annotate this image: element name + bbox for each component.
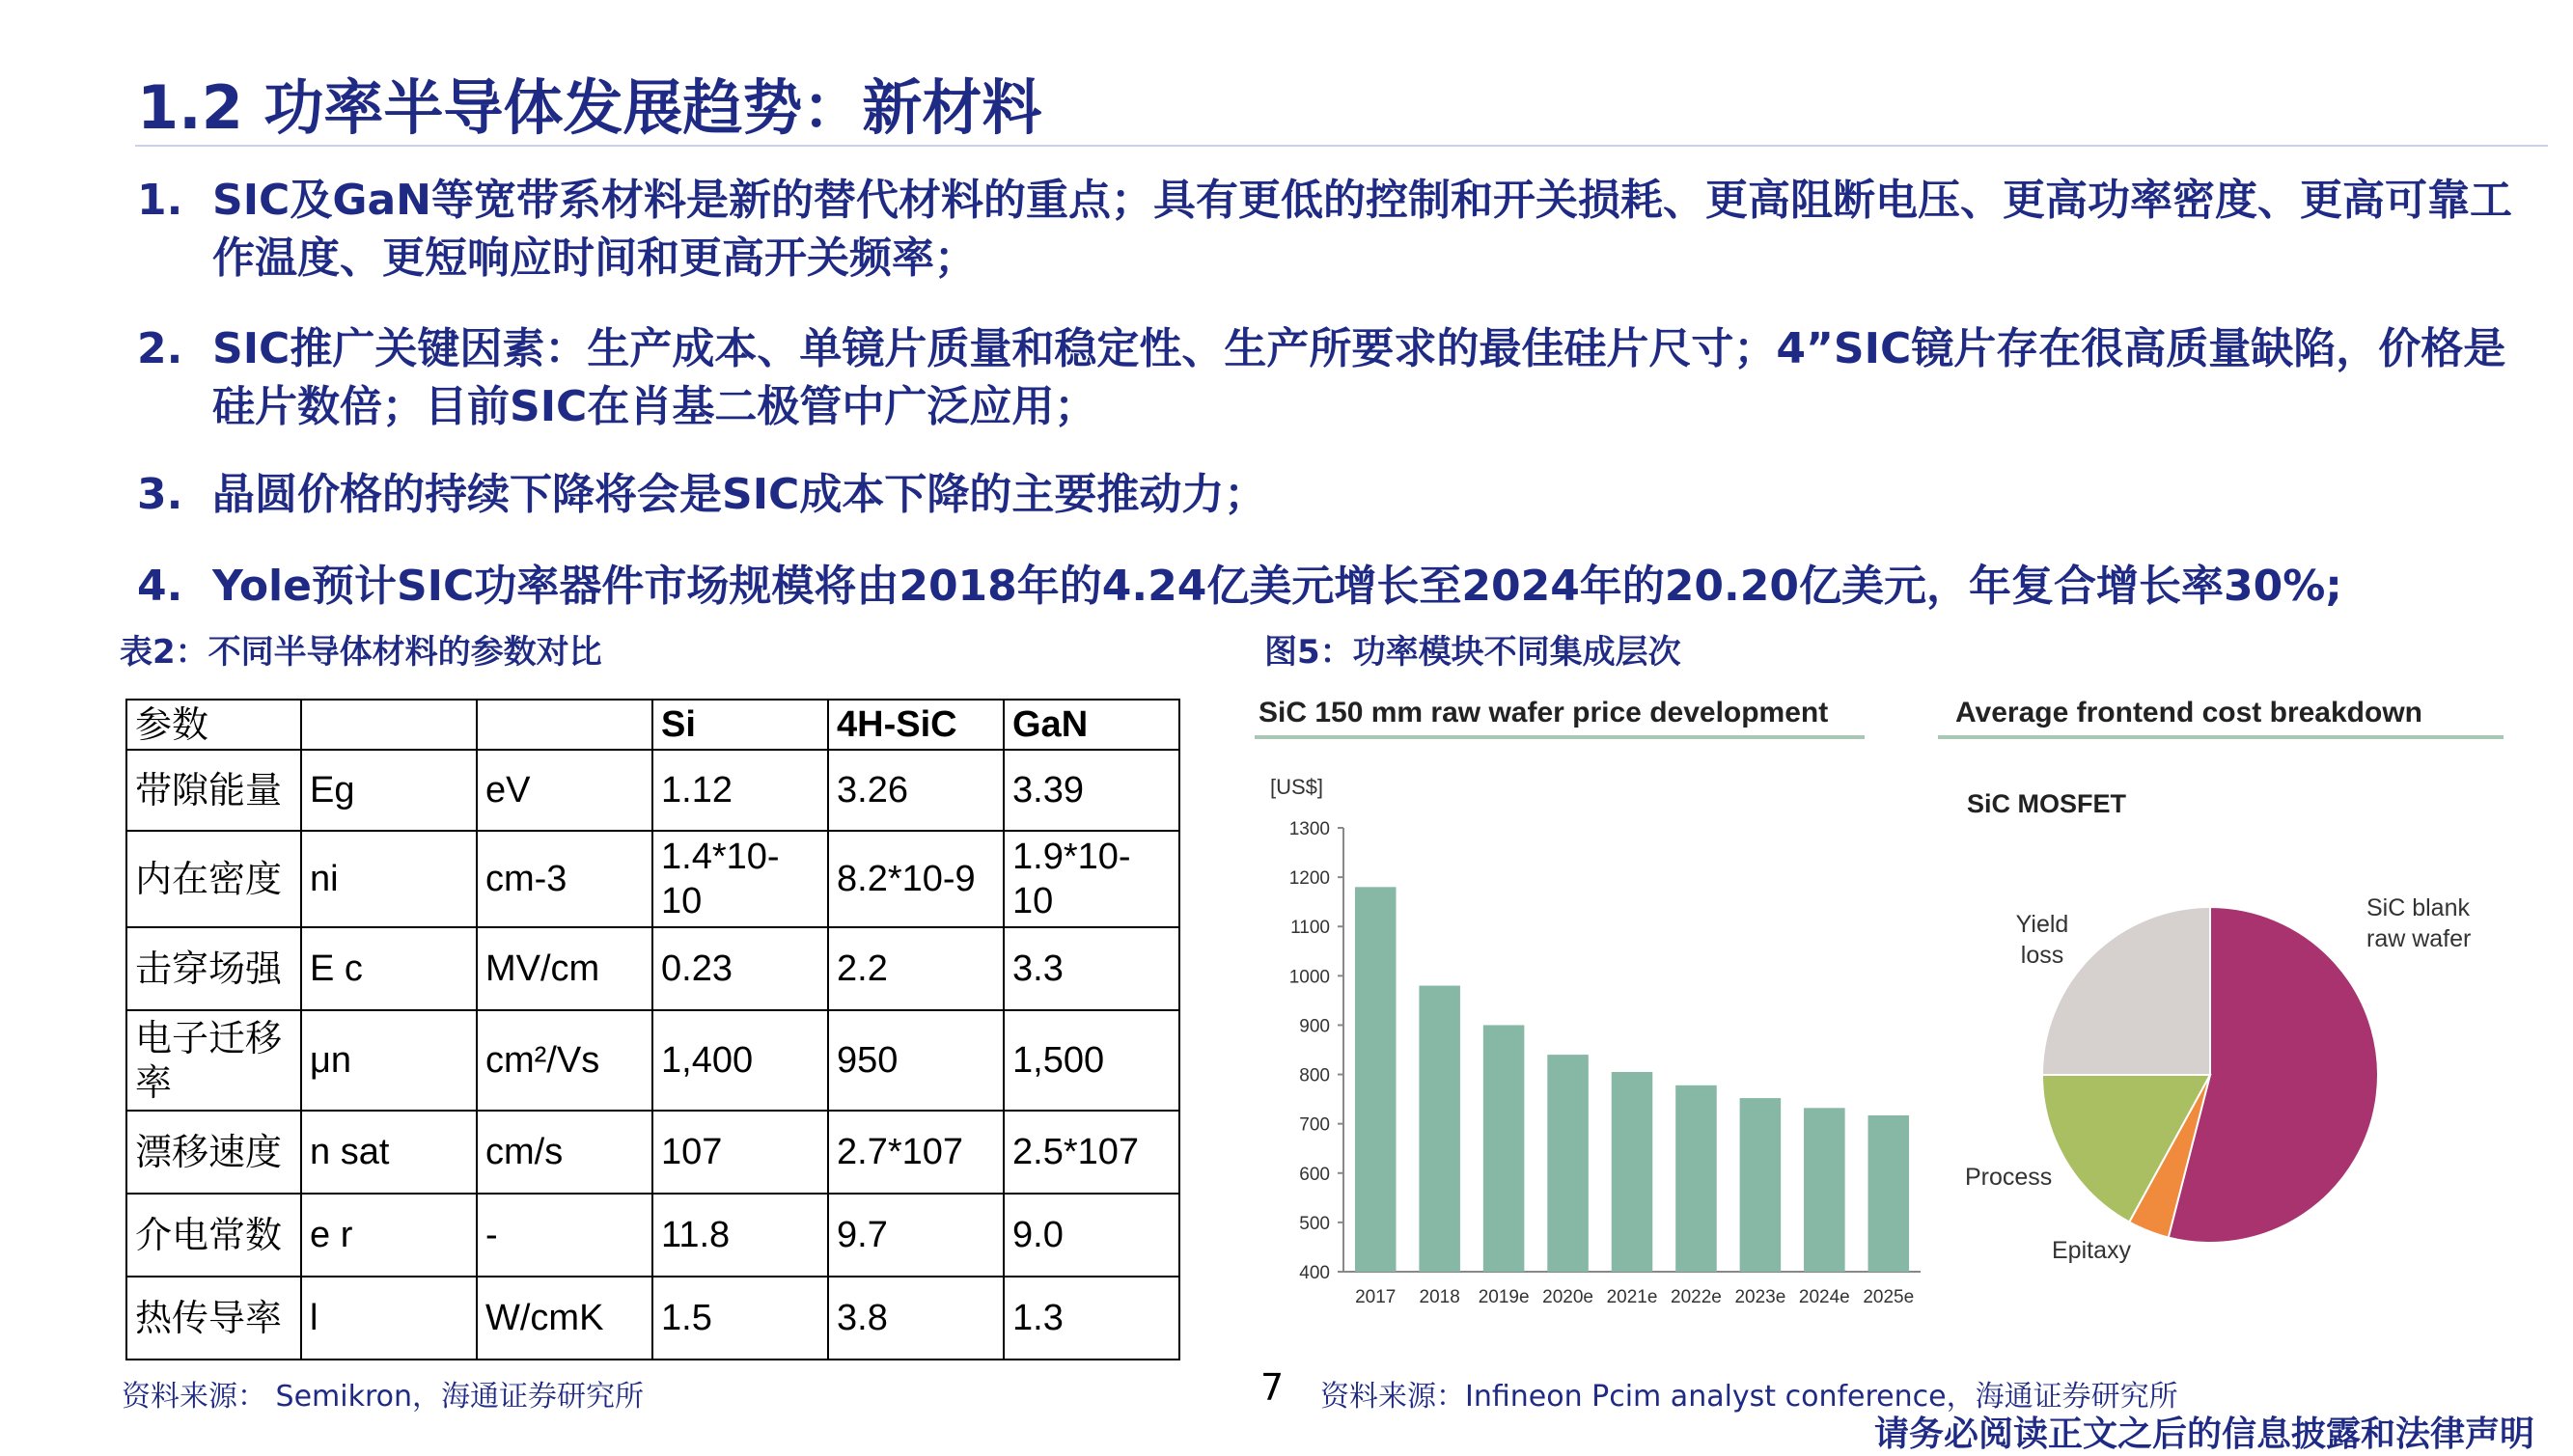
y-tick-label: 1200 [1288,868,1330,890]
table-cell: eV [477,750,652,831]
pie-chart-subtitle: SiC MOSFET [1967,789,2127,818]
table-cell: 11.8 [652,1194,828,1277]
figure-caption: 图5：功率模块不同集成层次 [1264,633,1681,672]
table-cell: 1,500 [1004,1010,1179,1111]
bullet-text: 晶圆价格的持续下降将会是SIC成本下降的主要推动力； [212,470,1267,519]
pie-label-process: Process [1965,1164,2053,1191]
table-cell: 8.2*10-9 [828,831,1004,927]
table-cell: - [477,1194,652,1277]
table-cell: 介电常数 [126,1194,301,1277]
table-cell: cm²/Vs [477,1010,652,1111]
table-cell: 带隙能量 [126,750,301,831]
table-cell: n sat [301,1111,477,1194]
pie-label-epitaxy: Epitaxy [2052,1237,2131,1264]
table-cell: 107 [652,1111,828,1194]
table-cell: 3.3 [1004,927,1179,1010]
pie-label-yield-loss: Yield loss [2015,911,2069,969]
bullet-text: SIC推广关键因素：生产成本、单镜片质量和稳定性、生产所要求的最佳硅片尺寸；4”SIC镜片存在很高质量缺陷，价格是硅片数倍；目前SIC在肖基二极管中广泛应用； [212,324,2506,431]
legal-disclaimer: 请务必阅读正文之后的信息披露和法律声明 [1873,1415,2534,1454]
pie-label-sic-blank-raw-wafer: SiC blank raw wafer [2366,894,2472,952]
table-cell: e r [301,1194,477,1277]
table-cell: cm/s [477,1111,652,1194]
y-tick-label: 400 [1299,1263,1330,1283]
bullet-text: Yole预计SIC功率器件市场规模将由2018年的4.24亿美元增长至2024年的20.20亿美元，年复合增长率30%; [212,562,2342,611]
table-cell: 9.7 [828,1194,1004,1277]
x-tick-label: 2020e [1542,1287,1593,1307]
x-tick-label: 2024e [1798,1287,1850,1307]
bullet-number: 4. [137,562,183,611]
x-tick-label: 2022e [1671,1287,1722,1307]
table-cell: 1,400 [652,1010,828,1111]
table-cell: 1.5 [652,1277,828,1360]
table-cell: 2.5*107 [1004,1111,1179,1194]
table-cell: 3.8 [828,1277,1004,1360]
table-cell: MV/cm [477,927,652,1010]
bullet-number: 2. [137,324,183,373]
table-cell: μn [301,1010,477,1111]
x-tick-label: 2017 [1355,1287,1397,1307]
table-cell: 9.0 [1004,1194,1179,1277]
slide-title: 1.2 功率半导体发展趋势：新材料 [137,72,1042,143]
table-cell: 950 [828,1010,1004,1111]
page-number: 7 [1260,1366,1285,1409]
table-cell: cm-3 [477,831,652,927]
figure-source: 资料来源：Infineon Pcim analyst conference，海通证券研究所 [1320,1380,2178,1414]
y-tick-label: 800 [1299,1065,1330,1086]
y-tick-label: 1100 [1290,918,1330,939]
bullet-number: 3. [137,470,183,519]
table-cell: 1.4*10-10 [652,831,828,927]
x-tick-label: 2023e [1734,1287,1786,1307]
table-cell: 内在密度 [126,831,301,927]
y-axis-unit: [US$] [1270,775,1324,799]
table-cell: ni [301,831,477,927]
x-tick-label: 2021e [1606,1287,1658,1307]
table-cell: 1.3 [1004,1277,1179,1360]
y-tick-label: 900 [1299,1016,1330,1037]
table-cell: 2.2 [828,927,1004,1010]
bullet-text: SIC及GaN等宽带系材料是新的替代材料的重点；具有更低的控制和开关损耗、更高阻断电压、更高功率密度、更高可靠工作温度、更短响应时间和更高开关频率； [212,176,2512,283]
y-tick-label: 700 [1299,1114,1330,1136]
table-cell: 电子迁移率 [126,1010,301,1111]
table-header-cell: GaN [1004,700,1179,750]
table-cell: 1.9*10-10 [1004,831,1179,927]
x-tick-label: 2018 [1419,1287,1460,1307]
pie-chart-title: Average frontend cost breakdown [1955,697,2422,728]
y-tick-label: 1000 [1288,967,1330,988]
table-header-cell: 4H-SiC [828,700,1004,750]
table-cell: 1.12 [652,750,828,831]
table-header-cell: Si [652,700,828,750]
y-tick-label: 600 [1299,1164,1330,1185]
table-cell: 3.26 [828,750,1004,831]
x-tick-label: 2019e [1478,1287,1530,1307]
table-cell: l [301,1277,477,1360]
bar-chart-title: SiC 150 mm raw wafer price development [1259,697,1829,728]
table-caption: 表2：不同半导体材料的参数对比 [120,633,602,672]
table-cell: 2.7*107 [828,1111,1004,1194]
table-cell: 热传导率 [126,1277,301,1360]
table-cell: 击穿场强 [126,927,301,1010]
table-cell: E c [301,927,477,1010]
table-cell: Eg [301,750,477,831]
y-tick-label: 1300 [1288,819,1330,839]
table-header-cell: 参数 [126,700,301,750]
table-cell: 3.39 [1004,750,1179,831]
table-source: 资料来源： Semikron，海通证券研究所 [122,1380,645,1414]
x-tick-label: 2025e [1863,1287,1915,1307]
table-cell: 0.23 [652,927,828,1010]
y-tick-label: 500 [1299,1213,1330,1234]
table-cell: W/cmK [477,1277,652,1360]
table-cell: 漂移速度 [126,1111,301,1194]
bullet-number: 1. [137,176,183,225]
